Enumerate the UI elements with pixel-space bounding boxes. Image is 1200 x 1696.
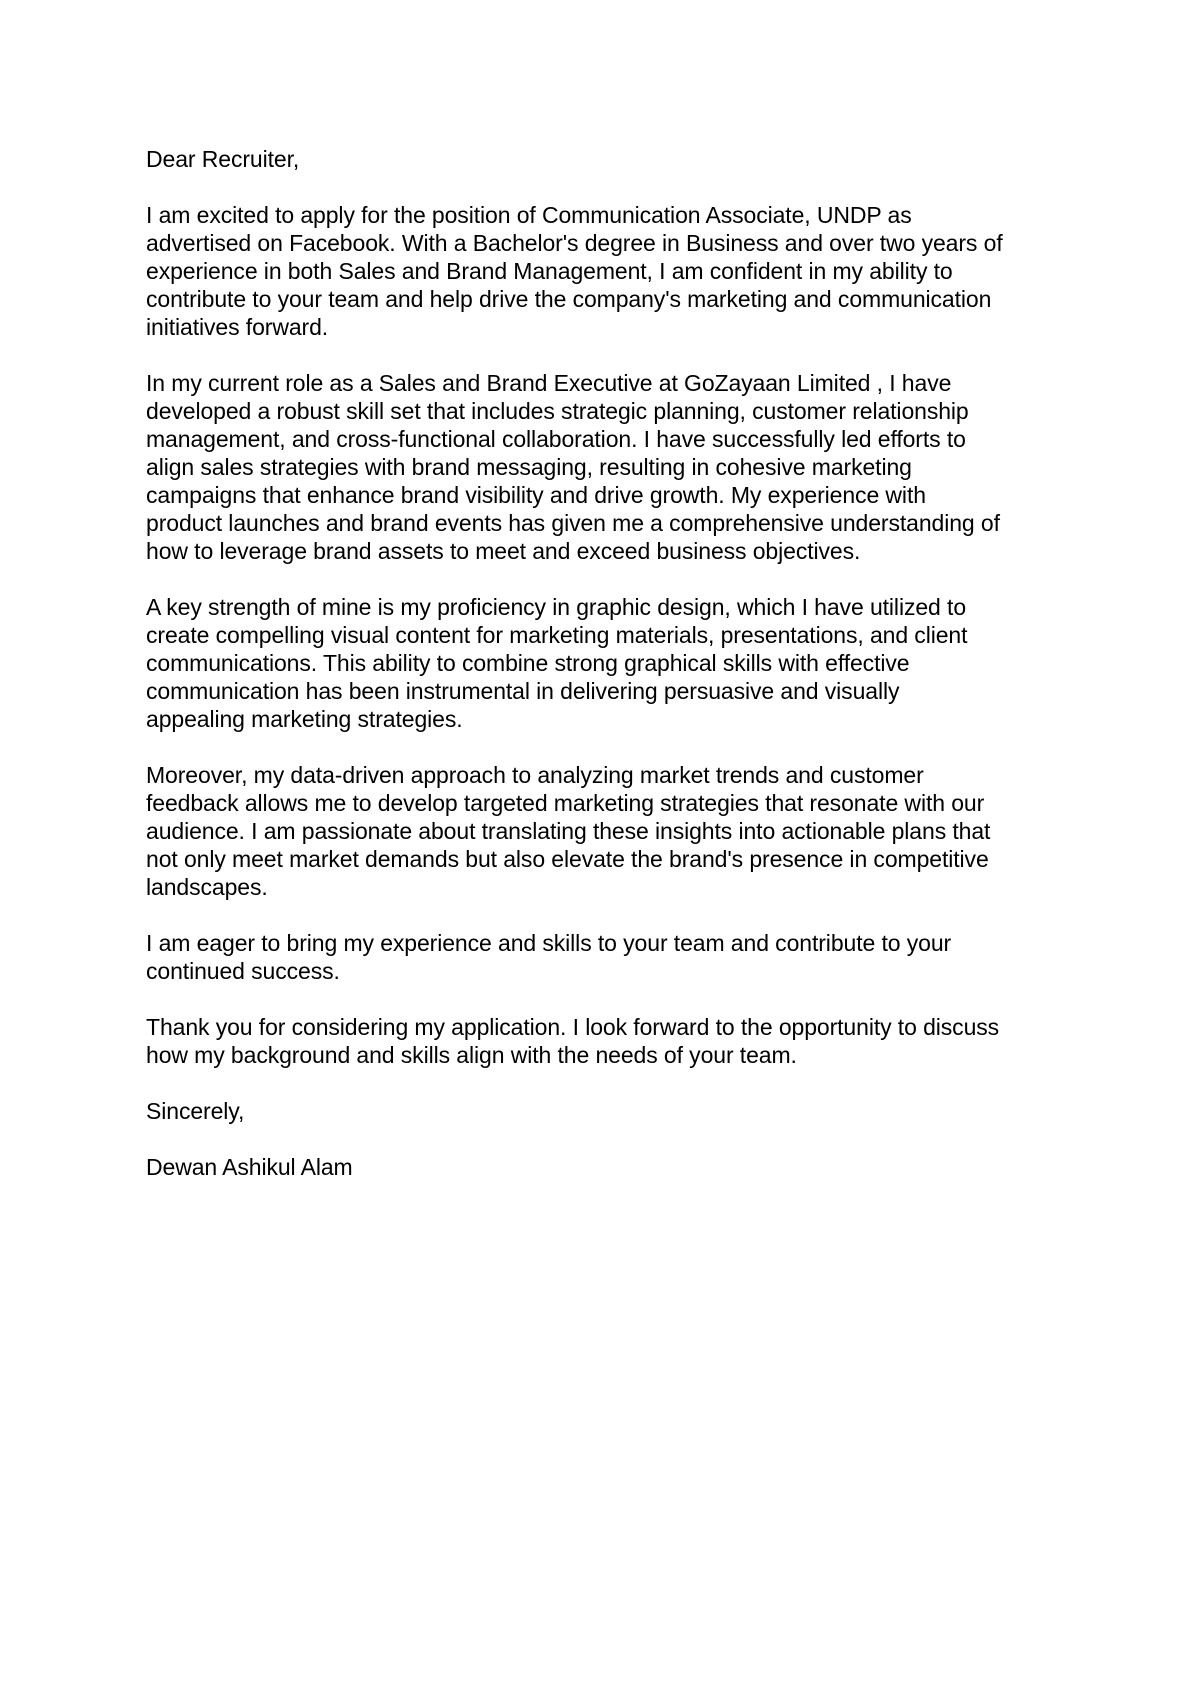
paragraph-line: communications. This ability to combine strong graphical skills with effective: [146, 650, 910, 676]
salutation: [146, 145, 1086, 173]
paragraph-data-driven: [146, 761, 1086, 901]
paragraph-line: A key strength of mine is my proficiency in graphic design, which I have utilized to: [146, 594, 967, 620]
paragraph-line: audience. I am passionate about translating these insights into actionable plans that: [146, 818, 991, 844]
paragraph-line: Thank you for considering my application. I look forward to the opportunity to discuss: [146, 1014, 1000, 1040]
paragraph-line: developed a robust skill set that includes strategic planning, customer relationship: [146, 398, 969, 424]
signature: [146, 1153, 1086, 1181]
paragraph-line: product launches and brand events has given me a comprehensive understanding of: [146, 510, 1000, 536]
paragraph-line: how to leverage brand assets to meet and exceed business objectives.: [146, 538, 861, 564]
paragraph-line: appealing marketing strategies.: [146, 706, 463, 732]
paragraph-line: align sales strategies with brand messaging, resulting in cohesive marketing: [146, 454, 912, 480]
closing: [146, 1097, 1086, 1125]
paragraph-introduction: [146, 201, 1086, 341]
paragraph-line: communication has been instrumental in delivering persuasive and visually: [146, 678, 900, 704]
paragraph-line: In my current role as a Sales and Brand Executive at GoZayaan Limited , I have: [146, 370, 952, 396]
closing-text: Sincerely,: [146, 1098, 245, 1124]
paragraph-line: Moreover, my data-driven approach to analyzing market trends and customer: [146, 762, 924, 788]
signature-name: Dewan Ashikul Alam: [146, 1154, 353, 1180]
paragraph-line: how my background and skills align with the needs of your team.: [146, 1042, 797, 1068]
paragraph-line: create compelling visual content for marketing materials, presentations, and client: [146, 622, 968, 648]
salutation-text: Dear Recruiter,: [146, 146, 300, 172]
paragraph-line: management, and cross-functional collaboration. I have successfully led efforts to: [146, 426, 966, 452]
paragraph-graphic-design: [146, 593, 1086, 733]
cover-letter: [146, 145, 1086, 1181]
paragraph-current-role: [146, 369, 1086, 565]
paragraph-thank-you: [146, 1013, 1086, 1069]
paragraph-line: landscapes.: [146, 874, 268, 900]
paragraph-line: advertised on Facebook. With a Bachelor's degree in Business and over two years of: [146, 230, 1003, 256]
paragraph-line: experience in both Sales and Brand Management, I am confident in my ability to: [146, 258, 953, 284]
paragraph-line: contribute to your team and help drive the company's marketing and communication: [146, 286, 992, 312]
paragraph-line: initiatives forward.: [146, 314, 329, 340]
paragraph-line: campaigns that enhance brand visibility and drive growth. My experience with: [146, 482, 926, 508]
paragraph-eager: [146, 929, 1086, 985]
paragraph-line: continued success.: [146, 958, 340, 984]
paragraph-line: I am excited to apply for the position of Communication Associate, UNDP as: [146, 202, 912, 228]
paragraph-line: I am eager to bring my experience and skills to your team and contribute to your: [146, 930, 952, 956]
paragraph-line: feedback allows me to develop targeted marketing strategies that resonate with our: [146, 790, 985, 816]
paragraph-line: not only meet market demands but also elevate the brand's presence in competitive: [146, 846, 989, 872]
